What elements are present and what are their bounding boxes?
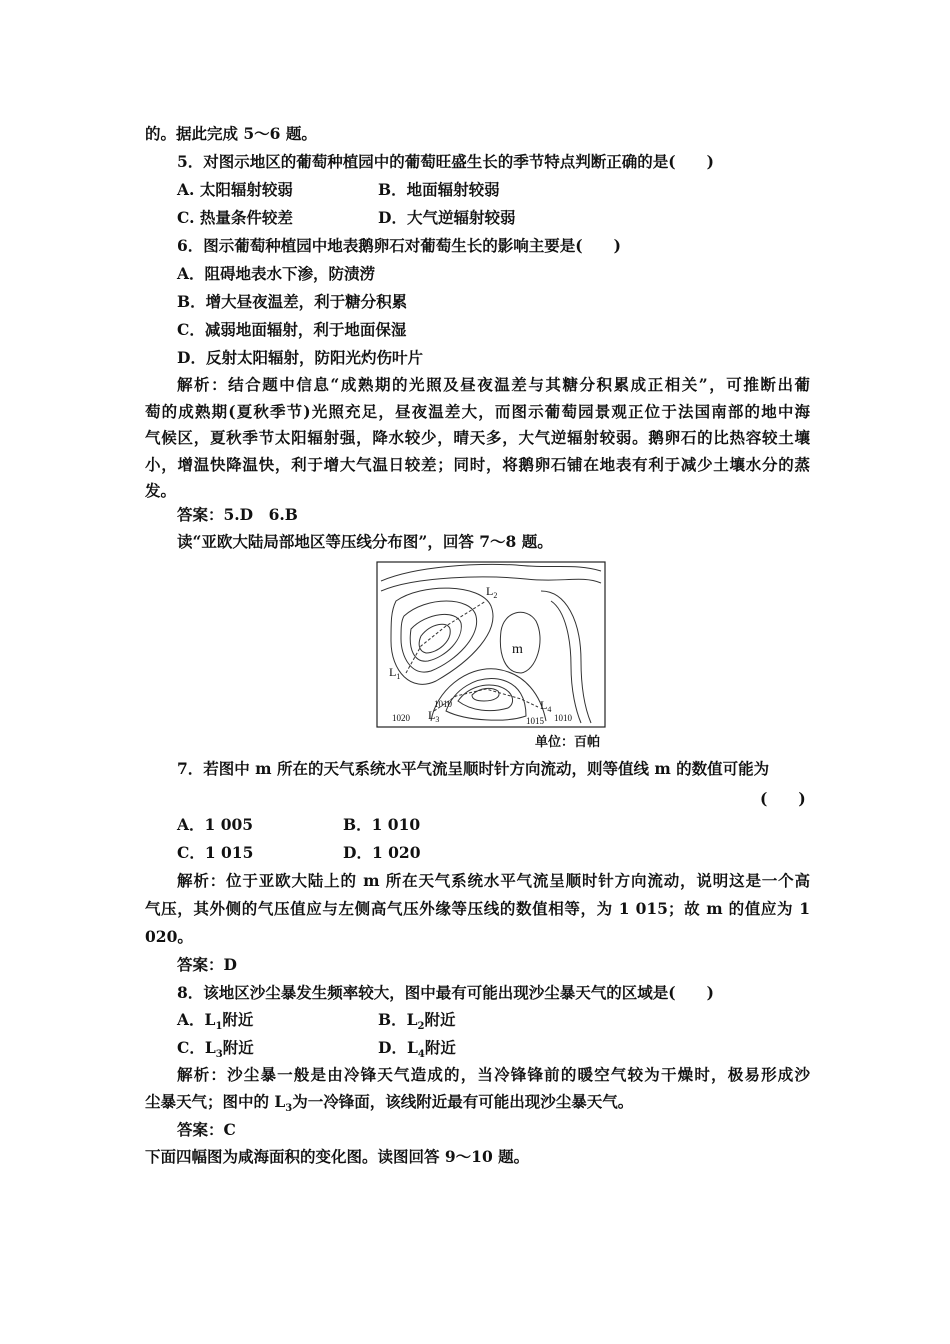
q7-answer-paren: ( ) [760, 789, 806, 808]
analysis-7-line2: 气压，其外侧的气压值应与左侧高气压外缘等压线的数值相等，为 1 015；故 m 的值应为 1 [145, 899, 810, 918]
analysis-7-line1: 解析：位于亚欧大陆上的 m 所在天气系统水平气流呈顺时针方向流动，说明这是一个高 [177, 871, 810, 890]
isobar-value-1015: 1015 [526, 716, 544, 726]
isobar-map [376, 561, 606, 729]
q8-option-c: C．$L_3$附近 [177, 1038, 254, 1061]
q7-option-a: A．1 005 [177, 815, 254, 834]
q6-option-a: A．阻碍地表水下渗，防渍涝 [177, 264, 376, 283]
q7-option-b: B．1 010 [343, 815, 421, 834]
q7-option-d: D．1 020 [343, 843, 421, 862]
analysis-56-line5: 发。 [145, 481, 177, 500]
label-m: m [512, 642, 523, 657]
isobar-value-1020: 1020 [392, 713, 410, 723]
q6-option-c: C．减弱地面辐射，利于地面保湿 [177, 320, 407, 339]
q8-option-b: B．$L_2$附近 [378, 1010, 456, 1033]
isobar-value-1010-a: 1010 [434, 699, 452, 709]
analysis-56-line1: 解析：结合题中信息“成熟期的光照及昼夜温差与其糖分积累成正相关”，可推断出葡 [177, 375, 810, 394]
q8-option-d: D．$L_4$附近 [378, 1038, 456, 1061]
intro-910: 下面四幅图为咸海面积的变化图。读图回答 9～10 题。 [145, 1147, 530, 1166]
isobar-value-1010-b: 1010 [554, 713, 572, 723]
q5-option-b: B．地面辐射较弱 [378, 180, 500, 199]
q6-option-b: B．增大昼夜温差，利于糖分积累 [177, 292, 408, 311]
map-unit: 单位：百帕 [535, 735, 601, 750]
label-l3: $L_3$ [428, 708, 440, 724]
analysis-56-line3: 气候区，夏秋季节太阳辐射强，降水较少，晴天多，大气逆辐射较弱。鹅卵石的比热容较土壤 [145, 428, 810, 447]
analysis-56-line2: 萄的成熟期(夏秋季节)光照充足，昼夜温差大，而图示葡萄园景观正位于法国南部的地中海 [145, 402, 810, 421]
q7-option-c: C．1 015 [177, 843, 254, 862]
intro-78: 读“亚欧大陆局部地区等压线分布图”，回答 7～8 题。 [177, 532, 553, 551]
q5-option-c: C. 热量条件较差 [177, 208, 293, 227]
q8-option-a: A．$L_1$附近 [177, 1010, 254, 1033]
q7-stem: 7．若图中 m 所在的天气系统水平气流呈顺时针方向流动，则等值线 m 的数值可能为 [177, 759, 770, 778]
analysis-56-line4: 小，增温快降温快，利于增大气温日较差；同时，将鹅卵石铺在地表有利于减少土壤水分的蒸 [145, 455, 810, 474]
q5-stem: 5．对图示地区的葡萄种植园中的葡萄旺盛生长的季节特点判断正确的是( ) [177, 152, 714, 171]
analysis-8-line1: 解析：沙尘暴一般是由冷锋天气造成的，当冷锋锋前的暖空气较为干燥时，极易形成沙 [177, 1065, 810, 1084]
label-l2: $L_2$ [486, 584, 498, 600]
q6-stem: 6．图示葡萄种植园中地表鹅卵石对葡萄生长的影响主要是( ) [177, 236, 621, 255]
answer-7: 答案：D [177, 955, 237, 974]
q8-stem: 8．该地区沙尘暴发生频率较大，图中最有可能出现沙尘暴天气的区域是( ) [177, 983, 714, 1002]
analysis-7-line3: 020。 [145, 927, 193, 946]
analysis-8-line2: 尘暴天气；图中的 $L_3$为一冷锋面，该线附近最有可能出现沙尘暴天气。 [145, 1092, 634, 1115]
q6-option-d: D．反射太阳辐射，防阳光灼伤叶片 [177, 348, 423, 367]
answer-8: 答案：C [177, 1120, 236, 1139]
intro-line: 的。据此完成 5～6 题。 [145, 124, 317, 143]
q5-option-a: A. 太阳辐射较弱 [177, 180, 293, 199]
q5-option-d: D．大气逆辐射较弱 [378, 208, 516, 227]
answer-56: 答案：5.D 6.B [177, 505, 298, 524]
label-l1: $L_1$ [389, 665, 401, 681]
label-l4: $L_4$ [540, 698, 552, 714]
